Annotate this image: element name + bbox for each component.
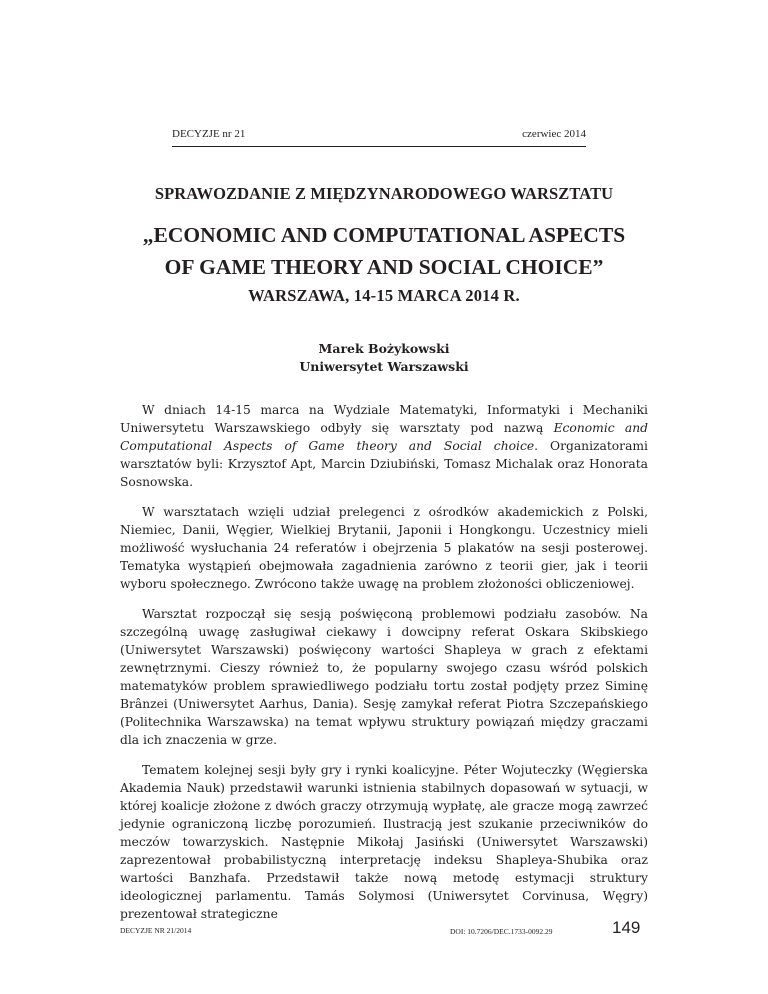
workshop-title-line-1: „ECONOMIC AND COMPUTATIONAL ASPECTS <box>142 223 626 247</box>
header-divider <box>172 146 586 147</box>
workshop-title <box>120 219 648 283</box>
paragraph-3: Warsztat rozpoczął się sesją poświęconą problemowi podziału zasobów. Na szczególną uwagę zasługiwał ciekawy i dowcipny referat Oskara Skibskiego (Uniwersytet Warszawski) poświęcony wartości Shapleya w grach z efektami zewnętrznymi. Cieszy również to, że popularny swojego czasu wśród polskich matematyków problem sprawiedliwego podziału tortu został podjęty przez Siminę Brânzei (Uniwersytet Aarhus, Dania). Sesję zamykał referat Piotra Szczepańskiego (Politechnika Warszawska) na temat wpływu struktury powiązań między graczami dla ich znaczenia w grze. <box>120 607 648 747</box>
article-body <box>120 401 648 935</box>
footer-journal: DECYZJE NR 21/2014 <box>120 926 192 935</box>
paragraph-2: W warsztatach wzięli udział prelegenci z ośrodków akademickich z Polski, Niemiec, Danii, Węgier, Wielkiej Brytanii, Japonii i Hongkongu. Uczestnicy mieli możliwość wysłuchania 24 referatów i obejrzenia 5 plakatów na sesji posterowej. Tematyka wystąpień obejmowała zagadnienia zarówno z teorii gier, jak i teorii wyboru społecznego. Zwrócono także uwagę na problem złożoności obliczeniowej. <box>120 505 648 591</box>
paragraph-4: Tematem kolejnej sesji były gry i rynki koalicyjne. Péter Wojuteczky (Węgierska Akademia Nauk) przedstawił warunki istnienia stabilnych dopasowań w sytuacji, w której koalicje złożone z dwóch graczy otrzymują wypłatę, ale gracze mogą zawrzeć jedynie ograniczoną liczbę porozumień. Ilustracją jest szukanie przeciwników do meczów towarzyskich. Następnie Mikołaj Jasiński (Uniwersytet Warszawski) zaprezentował probabilistyczną interpretację indeksu Shapleya-Shubika oraz wartości Banzhafa. Przedstawił także nową metodę estymacji struktury ideologicznej parlamentu. Tamás Solymosi (Uniwersytet Corvinusa, Węgry) prezentował strategiczne <box>120 763 648 921</box>
workshop-name-italic: Economic and Computational Aspects of Game theory and Social choice <box>120 421 648 453</box>
author-affiliation: Uniwersytet Warszawski <box>299 359 469 374</box>
footer-doi: DOI: 10.7206/DEC.1733-0092.29 <box>450 927 553 936</box>
author-name: Marek Bożykowski <box>318 341 450 356</box>
running-head <box>172 128 586 140</box>
report-title: SPRAWOZDANIE Z MIĘDZYNARODOWEGO WARSZTATU <box>154 184 614 203</box>
paragraph-1 <box>120 401 648 491</box>
paragraph-1-text-b: . Organizatorami warsztatów byli: Krzysztof Apt, Marcin Dziubiński, Tomasz Michalak oraz Honorata Sosnowska. <box>120 439 648 489</box>
paragraph-1-text-a: W dniach 14-15 marca na Wydziale Matematyki, Informatyki i Mechaniki Uniwersytetu Warszawskiego odbyły się warsztaty pod nazwą <box>120 403 648 435</box>
issue-date: czerwiec 2014 <box>522 128 586 140</box>
page-number: 149 <box>612 918 641 937</box>
workshop-title-line-2: OF GAME THEORY AND SOCIAL CHOICE” <box>164 255 604 279</box>
event-location-date: WARSZAWA, 14-15 MARCA 2014 R. <box>248 286 520 305</box>
journal-issue: DECYZJE nr 21 <box>172 128 246 140</box>
